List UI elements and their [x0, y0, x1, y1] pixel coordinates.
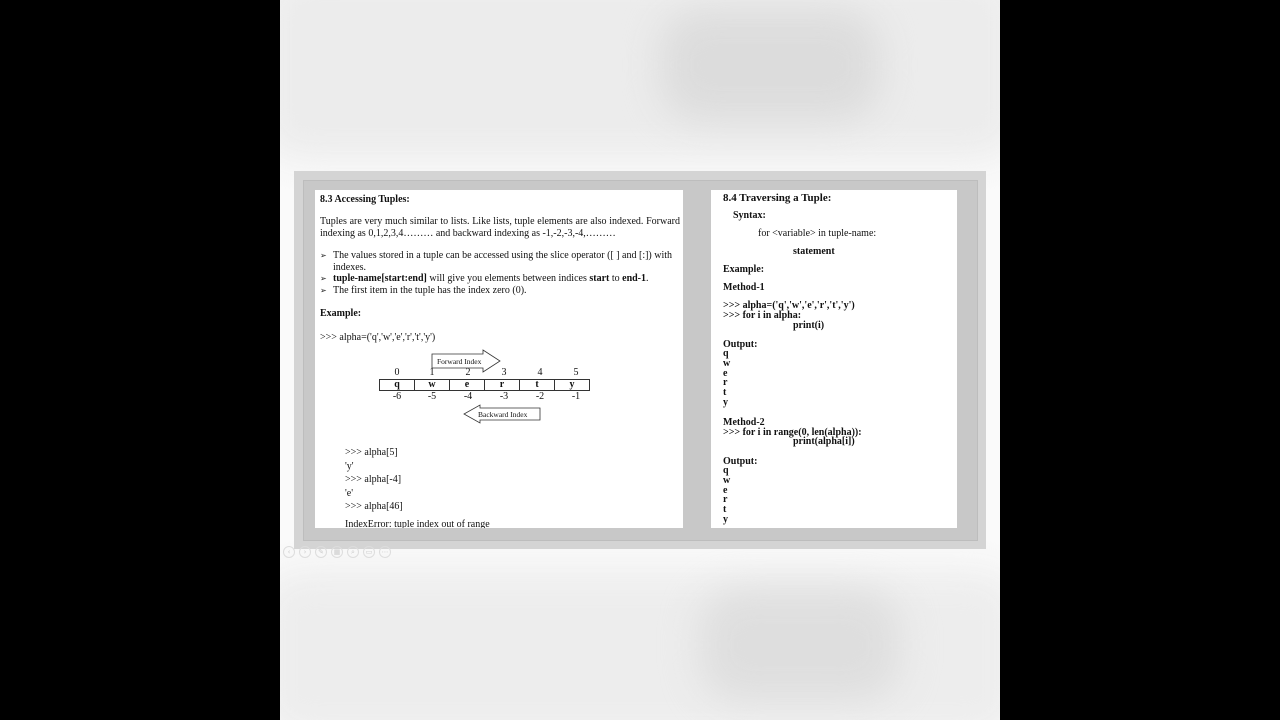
forward-index: 5 — [573, 367, 579, 378]
code-line: >>> for i in range(0, len(alpha)): — [723, 427, 862, 438]
example-label: Example: — [723, 264, 765, 275]
left-page — [315, 190, 683, 528]
backward-index: -1 — [571, 391, 581, 402]
forward-index: 1 — [429, 367, 435, 378]
forward-index: 0 — [394, 367, 400, 378]
backward-index: -3 — [499, 391, 509, 402]
more-icon[interactable]: ⋯ — [379, 546, 391, 558]
slides-icon[interactable]: ▦ — [331, 546, 343, 558]
example-label: Example: — [320, 308, 362, 319]
output-line: w — [723, 474, 731, 486]
subtitle-icon[interactable]: ▭ — [363, 546, 375, 558]
output-label: Output: — [723, 456, 758, 467]
code-line: 'e' — [345, 488, 354, 499]
bullet-text: to — [609, 273, 623, 284]
slide-controls — [283, 546, 391, 558]
code-line: >>> alpha=('q','w','e','r','t','y') — [723, 300, 855, 311]
output-line: r — [723, 494, 728, 506]
code-line: 'y' — [345, 461, 354, 472]
backward-index: -6 — [392, 391, 402, 402]
output-line: y — [723, 513, 728, 525]
method2-label: Method-2 — [723, 417, 765, 428]
tuple-element-table — [379, 379, 590, 391]
syntax-label: Syntax: — [733, 210, 766, 221]
section-heading: 8.4 Traversing a Tuple: — [723, 192, 832, 204]
code-line: >>> alpha[5] — [345, 447, 398, 458]
start-bold: start — [589, 273, 610, 284]
forward-index: 2 — [465, 367, 471, 378]
backward-index: -4 — [463, 391, 473, 402]
bullet-item — [320, 285, 680, 297]
prev-icon[interactable]: ‹ — [283, 546, 295, 558]
tuple-cell: t — [520, 380, 555, 391]
output-line: t — [723, 387, 727, 399]
intro-paragraph: Tuples are very much similar to lists. Like lists, tuple elements are also indexed. Forward indexing as 0,1,2,3,4……… and backward indexing as -1,-2,-3,-4,……… — [320, 216, 680, 239]
output-line: e — [723, 367, 728, 379]
section-heading: 8.3 Accessing Tuples: — [320, 194, 410, 205]
output-label: Output: — [723, 339, 758, 350]
method1-label: Method-1 — [723, 282, 765, 293]
code-line: print(alpha[i]) — [793, 436, 855, 447]
bullet-text: The first item in the tuple has the index zero (0). — [333, 284, 527, 296]
pen-icon[interactable]: ✎ — [315, 546, 327, 558]
bullet-text: The values stored in a tuple can be accessed using the slice operator ([ ] and [:]) with indexes. — [333, 250, 673, 273]
tuple-cell: r — [485, 380, 520, 391]
backward-index-label: Backward Index — [478, 410, 528, 419]
syntax-statement: statement — [793, 246, 835, 257]
backward-index: -5 — [427, 391, 437, 402]
output-list — [723, 466, 730, 525]
code-line: >>> for i in alpha: — [723, 310, 802, 321]
backward-index: -2 — [535, 391, 545, 402]
zoom-icon[interactable]: ⌕ — [347, 546, 359, 558]
output-line: y — [723, 396, 728, 408]
output-line: e — [723, 484, 728, 496]
output-line: q — [723, 465, 729, 476]
forward-index: 3 — [501, 367, 507, 378]
tuple-cell: e — [450, 380, 485, 391]
tuple-cell: q — [380, 380, 415, 391]
bullet-item — [320, 273, 680, 285]
bullet-text: . — [646, 273, 649, 284]
forward-index: 4 — [537, 367, 543, 378]
output-list — [723, 349, 730, 408]
code-line: IndexError: tuple index out of range — [345, 519, 490, 528]
end-bold: end-1 — [622, 273, 647, 284]
tuple-cell: y — [555, 380, 590, 391]
output-line: q — [723, 348, 729, 359]
code-line: print(i) — [793, 320, 825, 331]
bullet-list — [320, 250, 680, 296]
code-line: >>> alpha[-4] — [345, 474, 402, 485]
right-page — [711, 190, 957, 528]
output-line: t — [723, 504, 727, 516]
tuple-cell: w — [415, 380, 450, 391]
bullet-text: will give you elements between indices — [426, 273, 590, 284]
code-line: >>> alpha[46] — [345, 501, 403, 512]
output-line: w — [723, 357, 731, 369]
syntax-bold: tuple-name[start:end] — [333, 273, 427, 284]
forward-index-label: Forward Index — [437, 357, 482, 366]
syntax-line: for <variable> in tuple-name: — [758, 228, 877, 239]
alpha-definition: >>> alpha=('q','w','e','r','t','y') — [320, 332, 436, 343]
bullet-item — [320, 250, 680, 273]
next-icon[interactable]: › — [299, 546, 311, 558]
output-line: r — [723, 377, 728, 389]
